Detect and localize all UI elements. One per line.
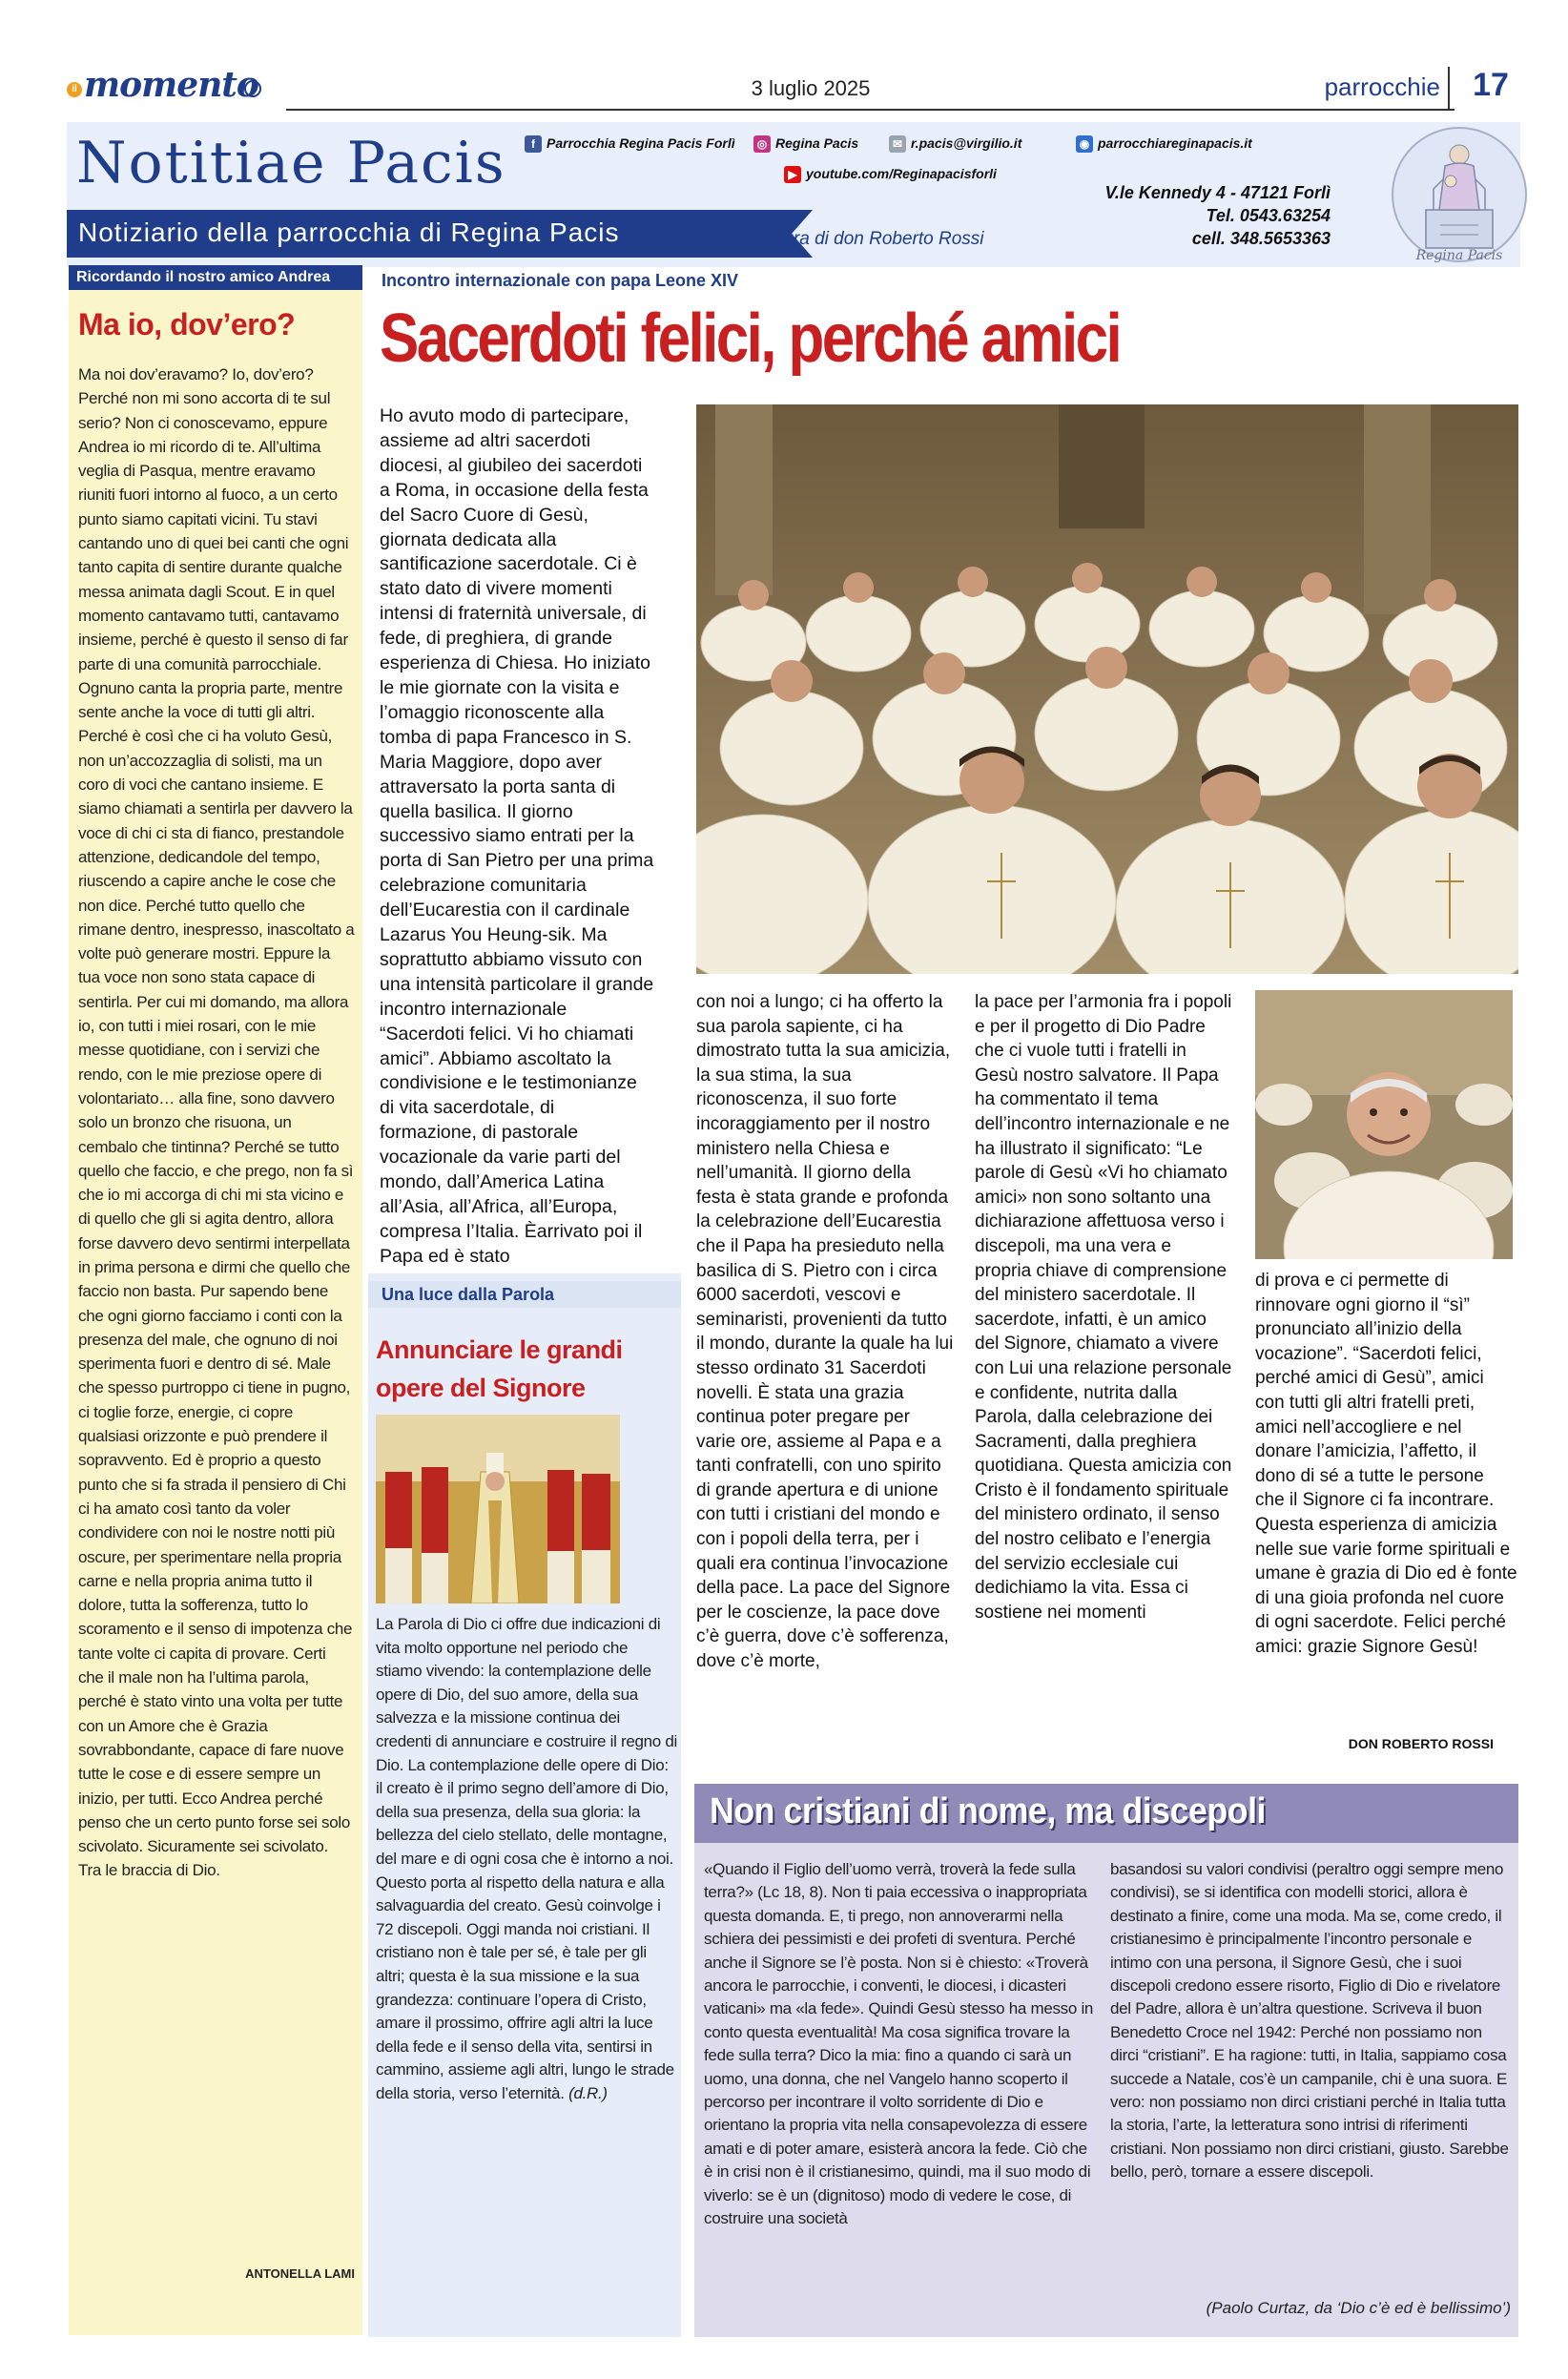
luce-dalla-parola-box <box>368 1273 681 2337</box>
luce-box-title: Annunciare le grandi opere del Signore <box>376 1335 623 1402</box>
left-article-title: Ma io, dov’ero? <box>78 307 296 341</box>
address: V.le Kennedy 4 - 47121 Forlì <box>1104 183 1331 202</box>
main-article-kicker: Incontro internazionale con papa Leone XIV <box>382 271 739 290</box>
cell-phone: cell. 348.5653363 <box>1191 229 1331 248</box>
don-roberto-photo <box>1255 990 1513 1259</box>
instagram-icon: ◎ <box>753 135 771 153</box>
left-article <box>69 265 362 2335</box>
nc-box-signature: (Paolo Curtaz, da ‘Dio c’è ed è bellissimo’) <box>1206 2299 1511 2317</box>
facebook-icon: f <box>525 135 542 153</box>
non-cristiani-box <box>694 1784 1518 2337</box>
masthead-address-block <box>1044 181 1331 250</box>
luce-box-kicker: Una luce dalla Parola <box>368 1281 681 1308</box>
website-link[interactable]: ◉ parrocchiareginapacis.it <box>1076 135 1252 153</box>
masthead-subtitle: Notiziario della parrocchia di Regina Pacis <box>78 217 620 247</box>
nc-box-column-2: basandosi su valori condivisi (peraltro oggi sempre meno condivisi), se si identifica con modelli storici, allora è destinato a finire, come una moda. Ma se, come credo, il cristianesimo è principalmente l’incontro personale e intimo con una persona, il Signore Gesù, che i suoi discepoli credono essere risorto, Figlio di Dio e rivelatore del Padre, allora è un’altra questione. Scriveva il buon Benedetto Croce nel 1942: Perché non possiamo non dirci “cristiani”. E ha ragione: tutti, in Italia, sappiamo cosa succede a Natale, cos’è un campanile, chi è una suora. E vero: non possiamo non dirci cristiani perché in Italia tutta la storia, l’arte, la letteratura sono intrisi di riferimenti cristiani. Non possiamo non dirci cristiani, giusto. Sarebbe bello, però, tornare a essere discepoli. <box>1110 1860 1509 2182</box>
madonna-emblem-icon <box>1388 122 1531 267</box>
left-article-signature: ANTONELLA LAMI <box>245 2266 355 2281</box>
nc-box-title: Non cristiani di nome, ma discepoli <box>710 1791 1266 1831</box>
instagram-link[interactable]: ◎ Regina Pacis <box>753 135 858 153</box>
issue-date: 3 luglio 2025 <box>751 76 871 100</box>
portrait-illustration <box>1255 990 1513 1259</box>
youtube-icon: ▶ <box>784 166 801 183</box>
main-article-column-1: Ho avuto modo di partecipare, assieme ad altri sacerdoti diocesi, al giubileo dei sacerdoti a Roma, in occasione della festa del Sacro Cuore di Gesù, giornata dedicata alla santificazione sacerdotale. Ci è stato dato di vivere momenti intensi di fraternità universale, di fede, di preghiera, di grande esperienza di Chiesa. Ho iniziato le mie giornate con la visita e l’omaggio riconoscente alla tomba di papa Francesco in S. Maria Maggiore, dopo aver attraversato la porta santa di quella basilica. Il giorno successivo siamo entrati per la porta di San Pietro per una prima celebrazione comunitaria dell’Eucarestia con il cardinale Lazarus You Heung-sik. Ma soprattutto abbiamo vissuto con una intensità particolare il grande incontro internazionale “Sacerdoti felici. Vi ho chiamati amici”. Abbiamo ascoltato la condivisione e le testimonianze di vita sacerdotale, di formazione, di pastorale vocazionale da varie parti del mondo, dall’America Latina all’Asia, all’Africa, all’Europa, compresa l’Italia. Èarrivato poi il Papa ed è stato <box>380 405 654 1267</box>
newspaper-logo <box>67 65 258 103</box>
main-article-column-4: di prova e ci permette di rinnovare ogni giorno il “sì” pronunciato all’inizio della vocazione”. “Sacerdoti felici, perché amici di Gesù”, amici con tutti gli altri fratelli preti, amici nell’accogliere e nel donare l’amicizia, l’affetto, il dono di sé a tutte le persone che il Signore ci fa incontrare. Questa esperienza di amicizia nelle sue varie forme spirituali e umane è grazia di Dio ed è fonte di una gioia profonda nel cuore di ogni sacerdote. Felici perché amici: grazie Signore Gesù! <box>1255 1271 1517 1657</box>
masthead-title: Notitiae Pacis <box>76 130 506 197</box>
web-icon: ◉ <box>1076 135 1093 153</box>
masthead-curator: a cura di don Roberto Rossi <box>759 229 984 249</box>
youtube-link[interactable]: ▶ youtube.com/Reginapacisforli <box>784 166 997 183</box>
header-divider <box>1448 67 1450 111</box>
section-name: parrocchie <box>1324 72 1440 101</box>
logo-emblem-icon <box>244 80 261 97</box>
logo-prefix: il <box>67 82 82 97</box>
header-rule <box>286 109 1455 111</box>
facebook-link[interactable]: f Parrocchia Regina Pacis Forlì <box>525 135 735 153</box>
pope-celebration-photo <box>376 1415 620 1603</box>
luce-box-signature: (d.R.) <box>568 2083 608 2102</box>
priests-assembly-illustration <box>696 404 1518 974</box>
contact-links <box>525 130 1345 187</box>
svg-text:Regina Pacis: Regina Pacis <box>1415 248 1503 263</box>
main-article-title: Sacerdoti felici, perché amici <box>380 300 1121 377</box>
main-article-column-3: la pace per l’armonia fra i popoli e per il progetto di Dio Padre che ci vuole tutti i fratelli in Gesù nostro salvatore. Il Papa ha commentato il tema dell’incontro internazionale e ne ha illustrato il significato: “Le parole di Gesù «Vi ho chiamato amici» non sono soltanto una dichiarazione affettuosa verso i discepoli, ma una vera e propria chiave di comprensione del ministero sacerdotale. Il sacerdote, infatti, è un amico del Signore, chiamato a vivere con Lui una relazione personale e confidente, nutrita dalla Parola, dalla celebrazione dei Sacramenti, dalla preghiera quotidiana. Questa amicizia con Cristo è il fondamento spirituale del ministero ordinato, il senso del nostro celibato e l’energia del servizio ecclesiale cui dedichiamo la vita. Essa ci sostiene nei momenti <box>975 992 1232 1623</box>
email-icon: ✉ <box>889 135 906 153</box>
left-article-body: Ma noi dov’eravamo? Io, dov’ero? Perché non mi sono accorta di te sul serio? Non ci conoscevamo, eppure Andrea io mi ricordo di te. All’ultima veglia di Pasqua, mentre eravamo riuniti fuori intorno al fuoco, a un certo punto siamo capitati vicini. Tu stavi cantando uno di quei bei canti che ogni tanto capita di sentire durante qualche messa animata dagli Scout. E in quel momento cantavamo tutti, cantavamo insieme, perché è questo il senso di far parte di una comunità parrocchiale. Ognuno canta la propria parte, mentre sente anche la voce di tutti gli altri. Perché è così che ci ha voluto Gesù, non un’accozzaglia di solisti, ma un coro di voci che cantano insieme. E siamo chiamati a sentirla per davvero la voce di chi ci sta di fianco, prestandole attenzione, dedicandole del tempo, riuscendo a capire anche le cose che non dice. Perché tutto quello che rimane dentro, inespresso, inascoltato a volte può generare mostri. Eppure la tua voce non sono stata capace di sentirla. Per cui mi domando, ma allora io, con tutti i miei rosari, con le mie messe quotidiane, con i servizi che rendo, con le mie preziose opere di volontariato… alla fine, sono davvero solo un bronzo che risuona, un cembalo che tintinna? Perché se tutto quello che faccio, e che prego, non fa sì che io mi accorga di chi mi sta vicino e di quello che gli si agita dentro, allora forse davvero devo sentirmi interpellata in prima persona e dirmi che quello che faccio non basta. Pur sapendo bene che ogni giorno facciamo i conti con la presenza del male, che ognuno di noi sperimenta fuori e dentro di sé. Male che spesso purtroppo ci tiene in pugno, ci toglie forze, energie, ci copre qualsiasi orizzonte e può prendere il sopravvento. Ed è proprio a questo punto che si fa strada il pensiero di Chi ci ha amato così tanto da voler condividere con noi le nostre notti più oscure, per sperimentare nella propria carne e nella propria anima tutto il dolore, tutta la sofferenza, tutto lo scoramento e il senso di impotenza che tante volte ci capita di provare. Certi che il male non ha l’ultima parola, perché è stato vinto una volta per tutte con un Amore che è Grazia sovrabbondante, capace di fare nuove tutte le cose e di essere sempre un inizio, per tutti. Ecco Andrea perché penso che un certo punto forse sei solo scivolato. Sicuramente sei scivolato. Tra le braccia di Dio. <box>78 365 355 1880</box>
left-article-kicker: Ricordando il nostro amico Andrea <box>69 265 362 290</box>
masthead <box>67 122 1520 267</box>
email-link[interactable]: ✉ r.pacis@virgilio.it <box>889 135 1021 153</box>
logo-text: momento <box>84 65 258 105</box>
phone: Tel. 0543.63254 <box>1206 206 1331 225</box>
nc-box-column-1: «Quando il Figlio dell’uomo verrà, troverà la fede sulla terra?» (Lc 18, 8). Non ti paia eccessiva o inappropriata questa domanda. E, ti prego, non annoverarmi nella schiera dei pessimisti e dei profeti di sventura. Perché anche il Signore se l’è posta. Non si è chiesto: «Troverà ancora le parrocchie, i conventi, le diocesi, i dicasteri vaticani» ma «la fede». Quindi Gesù stesso ha messo in conto questa eventualità! Ma cosa significa trovare la fede sulla terra? Dico la mia: fino a quando ci sarà un uomo, una donna, che nel Vangelo hanno scoperto il percorso per incontrare il volto sorridente di Dio e orientano la propria vita nella consapevolezza di essere amati e di poter amare, esisterà ancora la fede. Ciò che è in crisi non è il cristianesimo, quindi, ma il suo modo di viverlo: se è un (dignitoso) modo di vedere le cose, di costruire una società <box>704 1860 1094 2228</box>
main-article-signature: DON ROBERTO ROSSI <box>1348 1736 1494 1751</box>
page-number: 17 <box>1473 67 1509 103</box>
main-article-column-2: con noi a lungo; ci ha offerto la sua parola sapiente, ci ha dimostrato tutta la sua amicizia, la sua stima, la sua riconoscenza, il suo forte incoraggiamento per il nostro ministero nella Chiesa e nell’umanità. Il giorno della festa è stata grande e profonda la celebrazione dell’Eucarestia che il Papa ha presieduto nella basilica di S. Pietro con i circa 6000 sacerdoti, vescovi e seminaristi, provenienti da tutto il mondo, durante la quale ha lui stesso ordinato 31 Sacerdoti novelli. È stata una grazia continua poter pregare per varie ore, assieme al Papa e a tanti confratelli, con uno spirito di grande apertura e di unione con tutti i cristiani del mondo e con i popoli della terra, per i quali era continua l’invocazione della pace. La pace del Signore per le coscienze, la pace dove c’è guerra, dove c’è sofferenza, dove c’è morte, <box>696 992 954 1672</box>
pope-illustration <box>376 1415 620 1603</box>
priests-assembly-photo <box>696 404 1518 974</box>
luce-box-body: La Parola di Dio ci offre due indicazioni di vita molto opportune nel periodo che stiamo vivendo: la contemplazione delle opere di Dio, del suo amore, della sua salvezza e la missione continua dei credenti di annunciare e costruire il regno di Dio. La contemplazione delle opere di Dio: il creato è il primo segno dell’amore di Dio, della sua presenza, della sua gloria: la bellezza del cielo stellato, delle montagne, del mare e di ogni cosa che è intorno a noi. Questo porta al rispetto della natura e alla salvaguardia del creato. Gesù coinvolge i 72 discepoli. Oggi manda noi cristiani. Il cristiano non è tale per sé, è tale per gli altri; questa è la sua missione e la sua grandezza: continuare l’opera di Cristo, amare il prossimo, offrire agli altri la luce della fede e il senso della vita, sentirsi in cammino, assieme agli altri, lungo le strade della storia, verso l’eternità. (d.R.) <box>376 1615 677 2102</box>
